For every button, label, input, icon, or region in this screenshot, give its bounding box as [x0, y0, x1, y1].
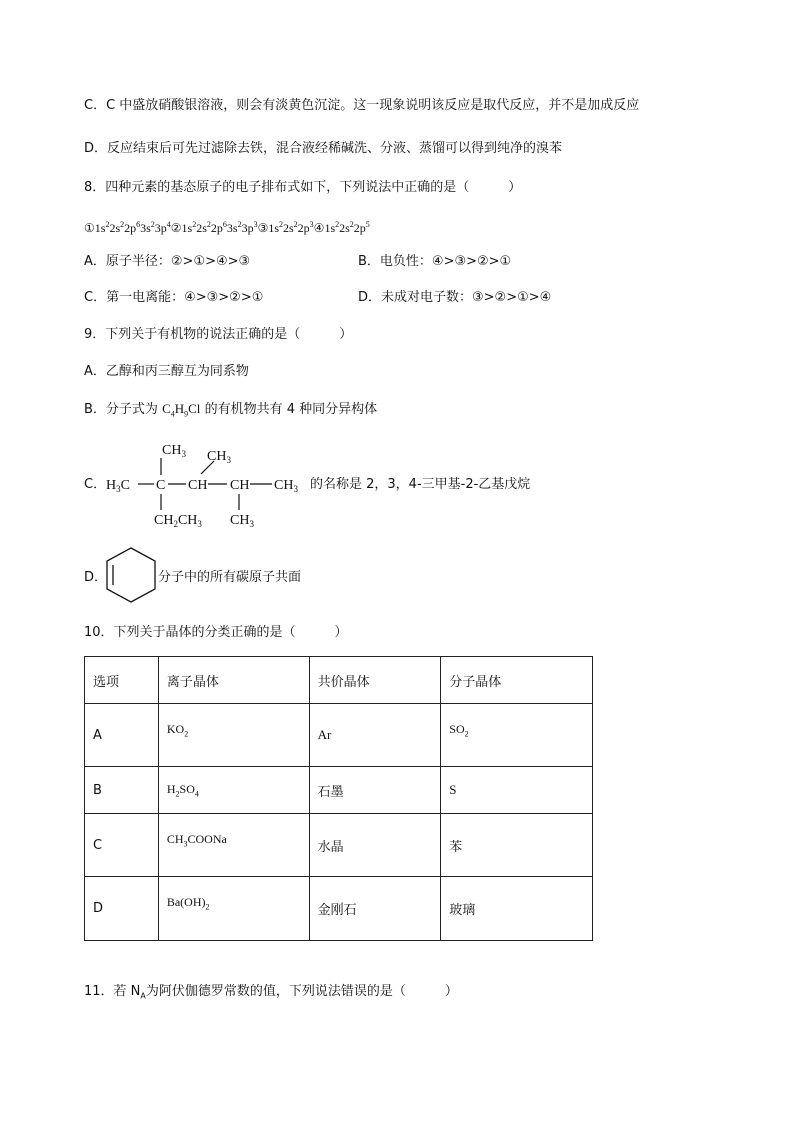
option-d-prev: D．反应结束后可先过滤除去铁，混合液经稀碱洗、分液、蒸馏可以得到纯净的溴苯: [84, 141, 563, 156]
q8-option-d: D．未成对电子数：③>②>①>④: [358, 290, 552, 305]
svg-text:CH3: $CH_3$: [162, 443, 186, 459]
q10-stem: 10．下列关于晶体的分类正确的是（ ）: [84, 625, 348, 640]
svg-text:H3C: $H_3C$: [106, 478, 130, 494]
svg-text:CH2CH3: $CH_2CH_3$: [154, 513, 202, 528]
q9-b-prefix: B．分子式为: [84, 402, 158, 417]
svg-text:CH3: $CH_3$: [230, 513, 254, 528]
cell-molecular: S: [441, 767, 593, 814]
cell-ionic: $CH_3COONa$: [158, 814, 309, 877]
cell-option: A: [85, 704, 159, 767]
header-covalent: 共价晶体: [309, 657, 441, 704]
q9-option-b: [84, 400, 377, 424]
cell-ionic: $KO_2$: [158, 704, 309, 767]
cell-option: C: [85, 814, 159, 877]
svg-text:CH3: $CH_3$: [274, 478, 298, 494]
q11-subscript: A: [140, 991, 146, 1001]
svg-text:CH: CH: [188, 478, 208, 493]
cell-molecular: $SO_2$: [441, 704, 593, 767]
cell-covalent: 金刚石: [309, 877, 441, 941]
q8-stem: 8．四种元素的基态原子的电子排布式如下，下列说法中正确的是（ ）: [84, 180, 522, 195]
config-num-3: ③: [257, 221, 269, 235]
svg-text:CH: CH: [230, 478, 250, 493]
cell-covalent: Ar: [309, 704, 441, 767]
cell-covalent: 石墨: [309, 767, 441, 814]
svg-text:C: C: [156, 478, 166, 493]
cell-molecular: 苯: [441, 814, 593, 877]
q9-option-d-label: D．: [84, 570, 108, 585]
q8-electron-configs: $①1s^22s^22p^63s^23p^4②1s^22s^22p^63s^23p^3③1s^22s^22p^3④1s^22s^22p^5$: [84, 220, 370, 235]
q9-b-suffix: 的有机物共有 4 种同分异构体: [204, 402, 378, 417]
config-num-4: ④: [313, 221, 325, 235]
molecular-formula: $C_4H_9Cl$: [162, 401, 201, 419]
q9-option-d-text: 分子中的所有碳原子共面: [158, 570, 302, 585]
header-option: 选项: [85, 657, 159, 704]
q8-option-a: A．原子半径：②>①>④>③: [84, 254, 251, 269]
q9-option-c-text: 的名称是 2，3，4-三甲基-2-乙基戊烷: [310, 477, 531, 492]
structural-formula: [104, 436, 304, 528]
option-c-prev: C．C 中盛放硝酸银溶液，则会有淡黄色沉淀。这一现象说明该反应是取代反应，并不是加成反应: [84, 98, 640, 113]
q9-stem: 9．下列关于有机物的说法正确的是（ ）: [84, 327, 353, 342]
cell-option: D: [85, 877, 159, 941]
cell-molecular: 玻璃: [441, 877, 593, 941]
crystal-classification-table: [84, 656, 593, 941]
table-header-row: [85, 657, 593, 704]
cell-ionic: $Ba(OH)_2$: [158, 877, 309, 941]
cell-ionic: $H_2SO_4$: [158, 767, 309, 814]
config-num-1: ①: [84, 221, 95, 235]
table-row: [85, 767, 593, 814]
q8-option-c: C．第一电离能：④>③>②>①: [84, 290, 264, 305]
table-row: [85, 704, 593, 767]
cyclohexene-structure: [105, 546, 157, 604]
q11-prefix: 11．若 N: [84, 984, 141, 999]
svg-text:CH3: $CH_3$: [207, 449, 231, 465]
q8-option-b: B．电负性：④>③>②>①: [358, 254, 512, 269]
table-row: [85, 877, 593, 941]
q11-suffix: 为阿伏伽德罗常数的值，下列说法错误的是（ ）: [145, 984, 458, 999]
header-molecular: 分子晶体: [441, 657, 593, 704]
cell-covalent: 水晶: [309, 814, 441, 877]
header-ionic: 离子晶体: [158, 657, 309, 704]
q9-option-a: A．乙醇和丙三醇互为同系物: [84, 364, 249, 379]
q11-stem: [84, 983, 458, 1006]
config-num-2: ②: [170, 221, 182, 235]
table-row: [85, 814, 593, 877]
q9-option-c-label: C．: [84, 477, 107, 492]
cell-option: B: [85, 767, 159, 814]
